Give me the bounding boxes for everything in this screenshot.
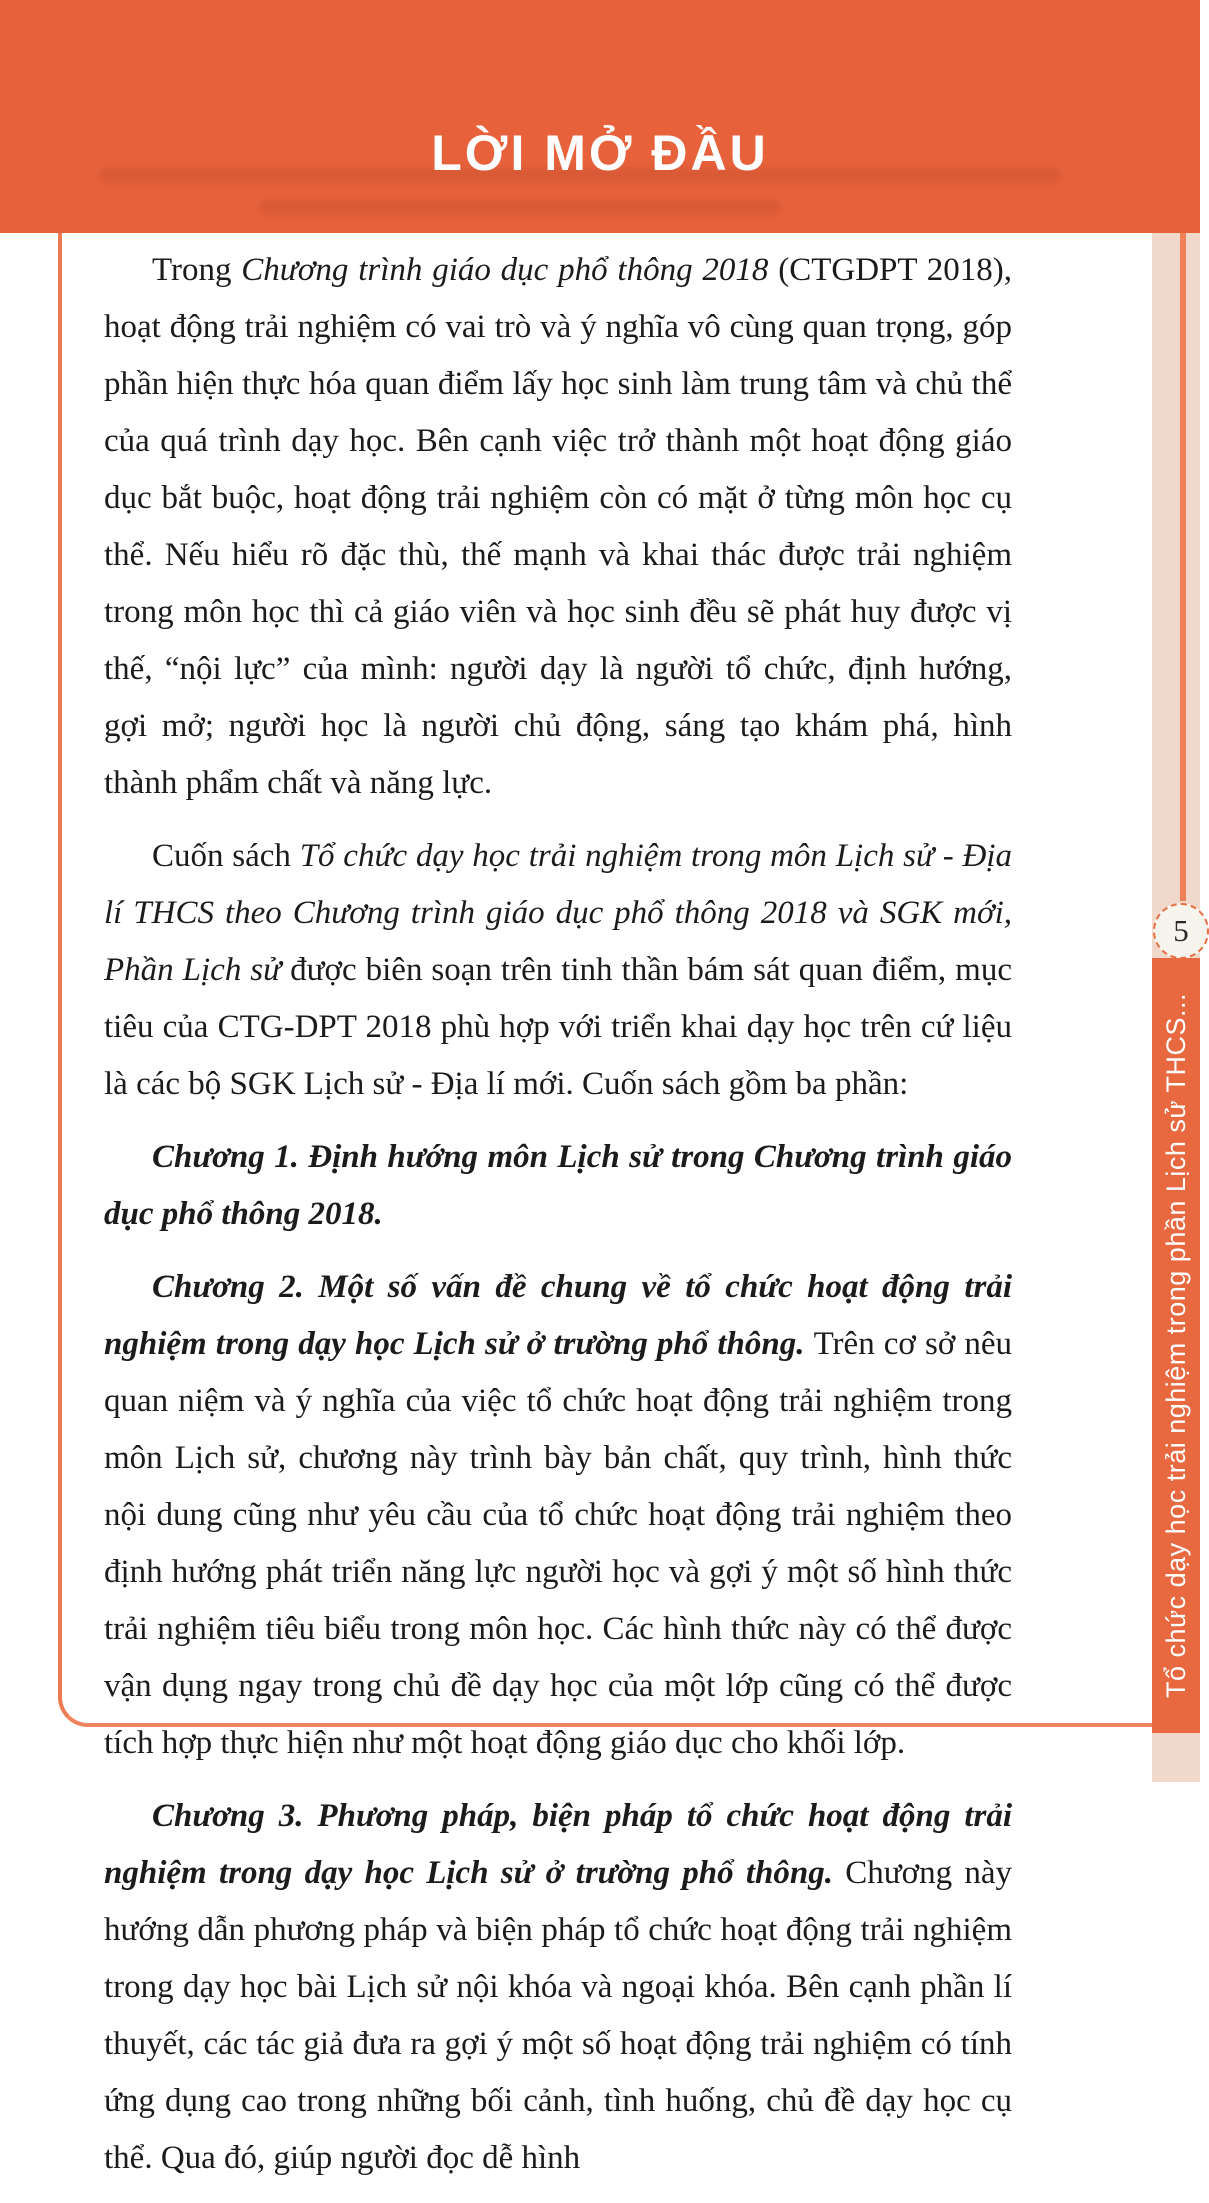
text-segment: Cuốn sách xyxy=(152,838,300,874)
text-segment: được biên soạn trên tinh thần bám sát quan điểm, mục tiêu của CTG-DPT 2018 phù hợp với triển khai dạy học trên cứ liệu là các bộ SGK Lịch sử - Địa lí mới. Cuốn sách gồm ba phần: xyxy=(104,952,1012,1102)
text-segment: Chương 2. Một số vấn đề chung về tổ chức hoạt động trải nghiệm trong dạy học Lịch sử ở trường phổ thông. xyxy=(104,1269,1012,1362)
text-segment: Trong xyxy=(152,252,242,288)
ink-bleed-line xyxy=(260,200,780,215)
paragraph xyxy=(104,1788,1012,2187)
text-segment: Chương trình giáo dục phổ thông 2018 xyxy=(241,252,769,288)
text-segment: (CTGDPT 2018), hoạt động trải nghiệm có vai trò và ý nghĩa vô cùng quan trọng, góp phần hiện thực hóa quan điểm lấy học sinh làm trung tâm và chủ thể của quá trình dạy học. Bên cạnh việc trở thành một hoạt động giáo dục bắt buộc, hoạt động trải nghiệm còn có mặt ở từng môn học cụ thể. Nếu hiểu rõ đặc thù, thế mạnh và khai thác được trải nghiệm trong môn học thì cả giáo viên và học sinh đều sẽ phát huy được vị thế, “nội lực” của mình: người dạy là người tổ chức, định hướng, gợi mở; người học là người chủ động, sáng tạo khám phá, hình thành phẩm chất và năng lực. xyxy=(104,252,1012,801)
paragraph xyxy=(104,1129,1012,1243)
paragraph xyxy=(104,242,1012,812)
sidebar-accent-line xyxy=(1180,233,1186,901)
header-banner xyxy=(0,0,1200,233)
paragraph xyxy=(104,1259,1012,1772)
body-text xyxy=(104,242,1012,2203)
text-segment: Tổ chức dạy học trải nghiệm trong môn Lịch sử - Địa lí THCS theo Chương trình giáo dục phổ thông 2018 và SGK mới, Phần Lịch sử xyxy=(104,838,1012,988)
page-number: 5 xyxy=(1173,913,1189,948)
sidebar-orange-strip xyxy=(1152,958,1200,1733)
text-segment: Trên cơ sở nêu quan niệm và ý nghĩa của việc tổ chức hoạt động trải nghiệm trong môn Lịch sử, chương này trình bày bản chất, quy trình, hình thức nội dung cũng như yêu cầu của tổ chức hoạt động trải nghiệm theo định hướng phát triển năng lực người học và gợi ý một số hình thức trải nghiệm tiêu biểu trong môn học. Các hình thức này có thể được vận dụng ngay trong chủ đề dạy học của một lớp cũng có thể được tích hợp thực hiện như một hoạt động giáo dục cho khối lớp. xyxy=(104,1326,1013,1761)
paragraph xyxy=(104,828,1012,1113)
page-number-badge xyxy=(1153,903,1209,959)
sidebar-book-title: Tổ chức dạy học trải nghiệm trong phần Lịch sử THCS... xyxy=(1160,993,1191,1698)
page-title: LỜI MỞ ĐẦU xyxy=(431,125,769,181)
text-segment: Chương 3. Phương pháp, biện pháp tổ chức hoạt động trải nghiệm trong dạy học Lịch sử ở trường phổ thông. xyxy=(104,1798,1012,1891)
text-segment: Chương 1. Định hướng môn Lịch sử trong Chương trình giáo dục phổ thông 2018. xyxy=(104,1139,1012,1232)
text-segment: Chương này hướng dẫn phương pháp và biện pháp tổ chức hoạt động trải nghiệm trong dạy học bài Lịch sử nội khóa và ngoại khóa. Bên cạnh phần lí thuyết, các tác giả đưa ra gợi ý một số hoạt động trải nghiệm có tính ứng dụng cao trong những bối cảnh, tình huống, chủ đề dạy học cụ thể. Qua đó, giúp người đọc dễ hình xyxy=(104,1855,1013,2176)
